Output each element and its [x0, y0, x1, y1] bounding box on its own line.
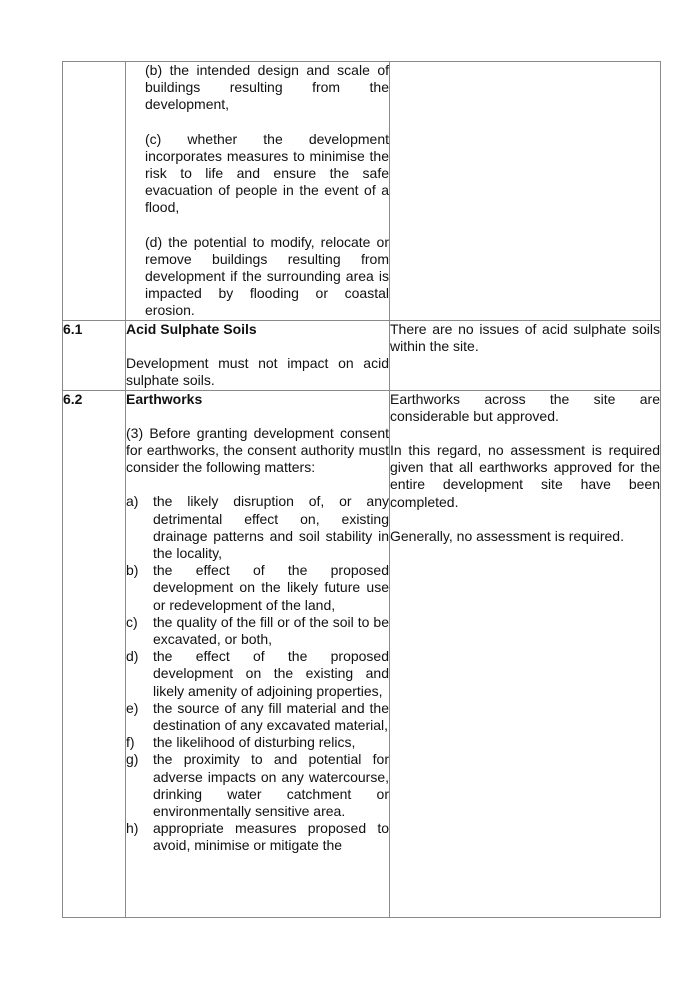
list-text: the proximity to and potential for adverse impacts on any watercourse, drinking water catchment or environmentally sensitive area. [153, 751, 389, 820]
list-item [126, 648, 389, 700]
clause-ref-cell [63, 62, 126, 321]
list-text: the likelihood of disturbing relics, [153, 734, 356, 751]
matters-list [126, 493, 389, 854]
table-row [63, 321, 661, 391]
list-text: the likely disruption of, or any detrimental effect on, existing drainage patterns and soil stability in the locality, [153, 493, 389, 562]
list-marker: c) [126, 613, 138, 630]
list-item [126, 700, 389, 734]
comment-paragraph: Earthworks across the site are considerable but approved. [390, 390, 660, 424]
clause-ref: 6.1 [63, 321, 83, 337]
list-text: the quality of the fill or of the soil to be excavated, or both, [153, 613, 389, 648]
list-marker: e) [126, 699, 139, 716]
list-marker: b) [126, 562, 139, 579]
list-marker: d) [126, 648, 139, 665]
comment-cell [390, 390, 661, 917]
clause-intro: (3) Before granting development consent for earthworks, the consent authority must consider the following matters: [126, 424, 389, 476]
clause-paragraph: (d) the potential to modify, relocate or remove buildings resulting from development if the surrounding area is impacted by flooding or coastal erosion. [145, 233, 389, 319]
clause-paragraph: (b) the intended design and scale of buildings resulting from the development, [145, 62, 389, 113]
list-item [126, 751, 389, 820]
list-item [126, 493, 389, 562]
list-marker: f) [126, 734, 135, 751]
clause-ref-cell [63, 390, 126, 917]
list-text: the effect of the proposed development on the likely future use or redevelopment of the land, [153, 562, 389, 613]
list-item [126, 562, 389, 614]
clause-text-cell [126, 62, 390, 321]
clause-heading: Acid Sulphate Soils [126, 321, 257, 337]
table-row [63, 390, 661, 917]
clause-text-cell [126, 321, 390, 391]
comment-cell [390, 62, 661, 321]
clause-ref-cell [63, 321, 126, 391]
list-text: the effect of the proposed development on the existing and likely amenity of adjoining properties, [153, 648, 389, 699]
table-row [63, 62, 661, 321]
list-text: the source of any fill material and the destination of any excavated material, [153, 699, 389, 734]
list-item [126, 734, 389, 751]
list-item [126, 820, 389, 854]
list-text: appropriate measures proposed to avoid, minimise or mitigate the [153, 820, 389, 854]
comment-paragraph: Generally, no assessment is required. [390, 527, 624, 544]
list-marker: h) [126, 820, 139, 837]
list-marker: g) [126, 751, 139, 768]
comment-cell [390, 321, 661, 391]
comment-paragraph: In this regard, no assessment is required given that all earthworks approved for the entire development site have been completed. [390, 442, 660, 510]
clause-paragraph: (c) whether the development incorporates measures to minimise the risk to life and ensure the safe evacuation of people in the event of a flood, [145, 130, 389, 216]
clause-text-cell [126, 390, 390, 917]
assessment-table [62, 61, 661, 918]
comment-paragraph: There are no issues of acid sulphate soils within the site. [390, 321, 660, 355]
list-marker: a) [126, 493, 139, 510]
clause-paragraph: Development must not impact on acid sulphate soils. [126, 355, 389, 389]
clause-heading: Earthworks [126, 390, 203, 407]
list-item [126, 614, 389, 648]
clause-ref: 6.2 [63, 390, 83, 407]
